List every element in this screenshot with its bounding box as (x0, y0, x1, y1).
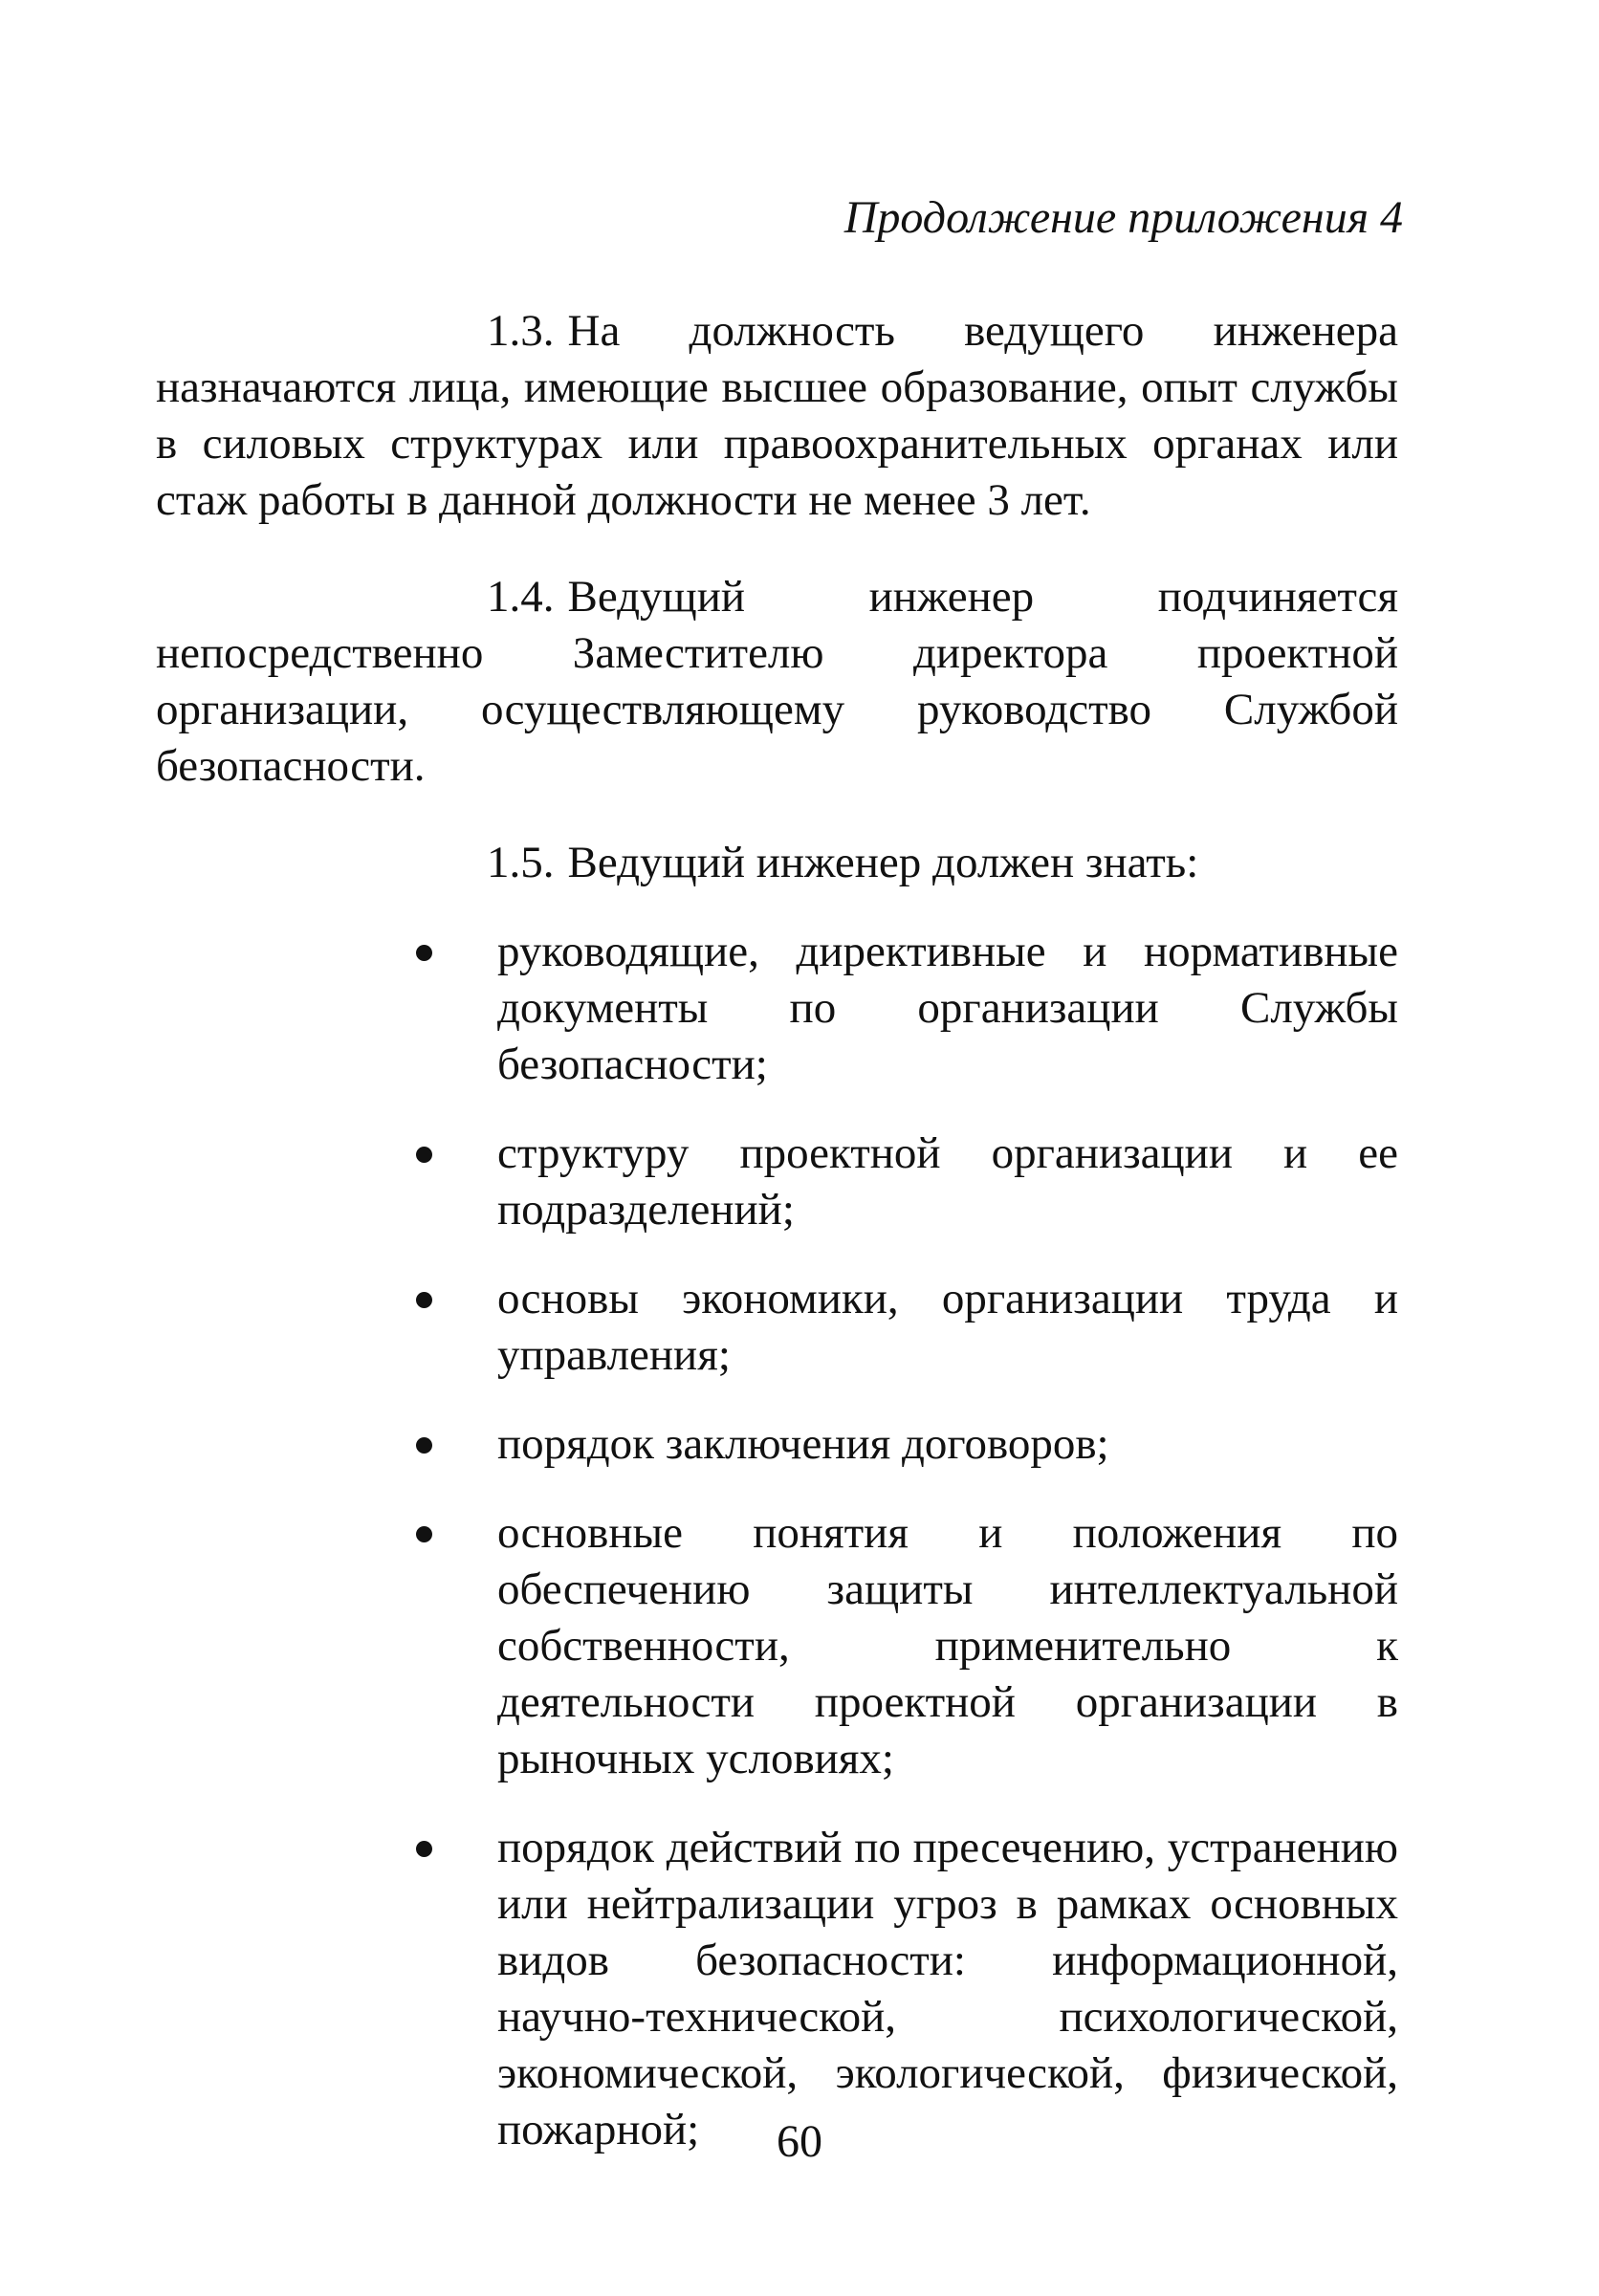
list-item (156, 924, 1398, 1093)
running-header: Продолжение приложения 4 (843, 192, 1403, 243)
list-item (156, 1126, 1398, 1238)
list-item-text: руководящие, директивные и нормативные документы по организации Службы безопасности; (497, 927, 1398, 1089)
list-item-text: структуру проектной организации и ее подразделений; (497, 1128, 1398, 1235)
list-item-text: основные понятия и положения по обеспечению защиты интеллектуальной собственности, применительно к деятельности проектной организации в рыночных условиях; (497, 1508, 1398, 1783)
bullet-icon (416, 1147, 432, 1163)
list-item (156, 1416, 1398, 1473)
paragraph-1-3 (156, 303, 1398, 529)
list-item-text: основы экономики, организации труда и управления; (497, 1274, 1398, 1380)
paragraph-1-4 (156, 569, 1398, 795)
list-item (156, 1505, 1398, 1787)
paragraph-text: Ведущий инженер подчиняется непосредственно Заместителю директора проектной организации, осуществляющему руководство Службой безопасности. (156, 572, 1398, 791)
page-body (156, 303, 1398, 2191)
list-item-text: порядок заключения договоров; (497, 1419, 1109, 1469)
bullet-icon (416, 1437, 432, 1454)
paragraph-number: 1.5. (487, 838, 555, 887)
list-item (156, 1820, 1398, 2158)
paragraph-text: Ведущий инженер должен знать: (567, 838, 1199, 887)
paragraph-number: 1.3. (487, 306, 555, 356)
paragraph-text: На должность ведущего инженера назначаются лица, имеющие высшее образование, опыт службы в силовых структурах или правоохранительных органах или стаж работы в данной должности не менее 3 лет. (156, 306, 1398, 525)
bullet-icon (416, 945, 432, 961)
knowledge-list (156, 924, 1398, 2158)
list-item-text: порядок действий по пресечению, устранению или нейтрализации угроз в рамках основных видов безопасности: информационной, научно-технической, психологической, экономической, экологической, физической, пожарной; (497, 1823, 1398, 2154)
list-item (156, 1271, 1398, 1384)
paragraph-1-5 (156, 835, 1398, 891)
bullet-icon (416, 1526, 432, 1542)
bullet-icon (416, 1292, 432, 1308)
bullet-icon (416, 1841, 432, 1857)
page-number: 60 (777, 2116, 822, 2167)
paragraph-number: 1.4. (487, 572, 555, 622)
